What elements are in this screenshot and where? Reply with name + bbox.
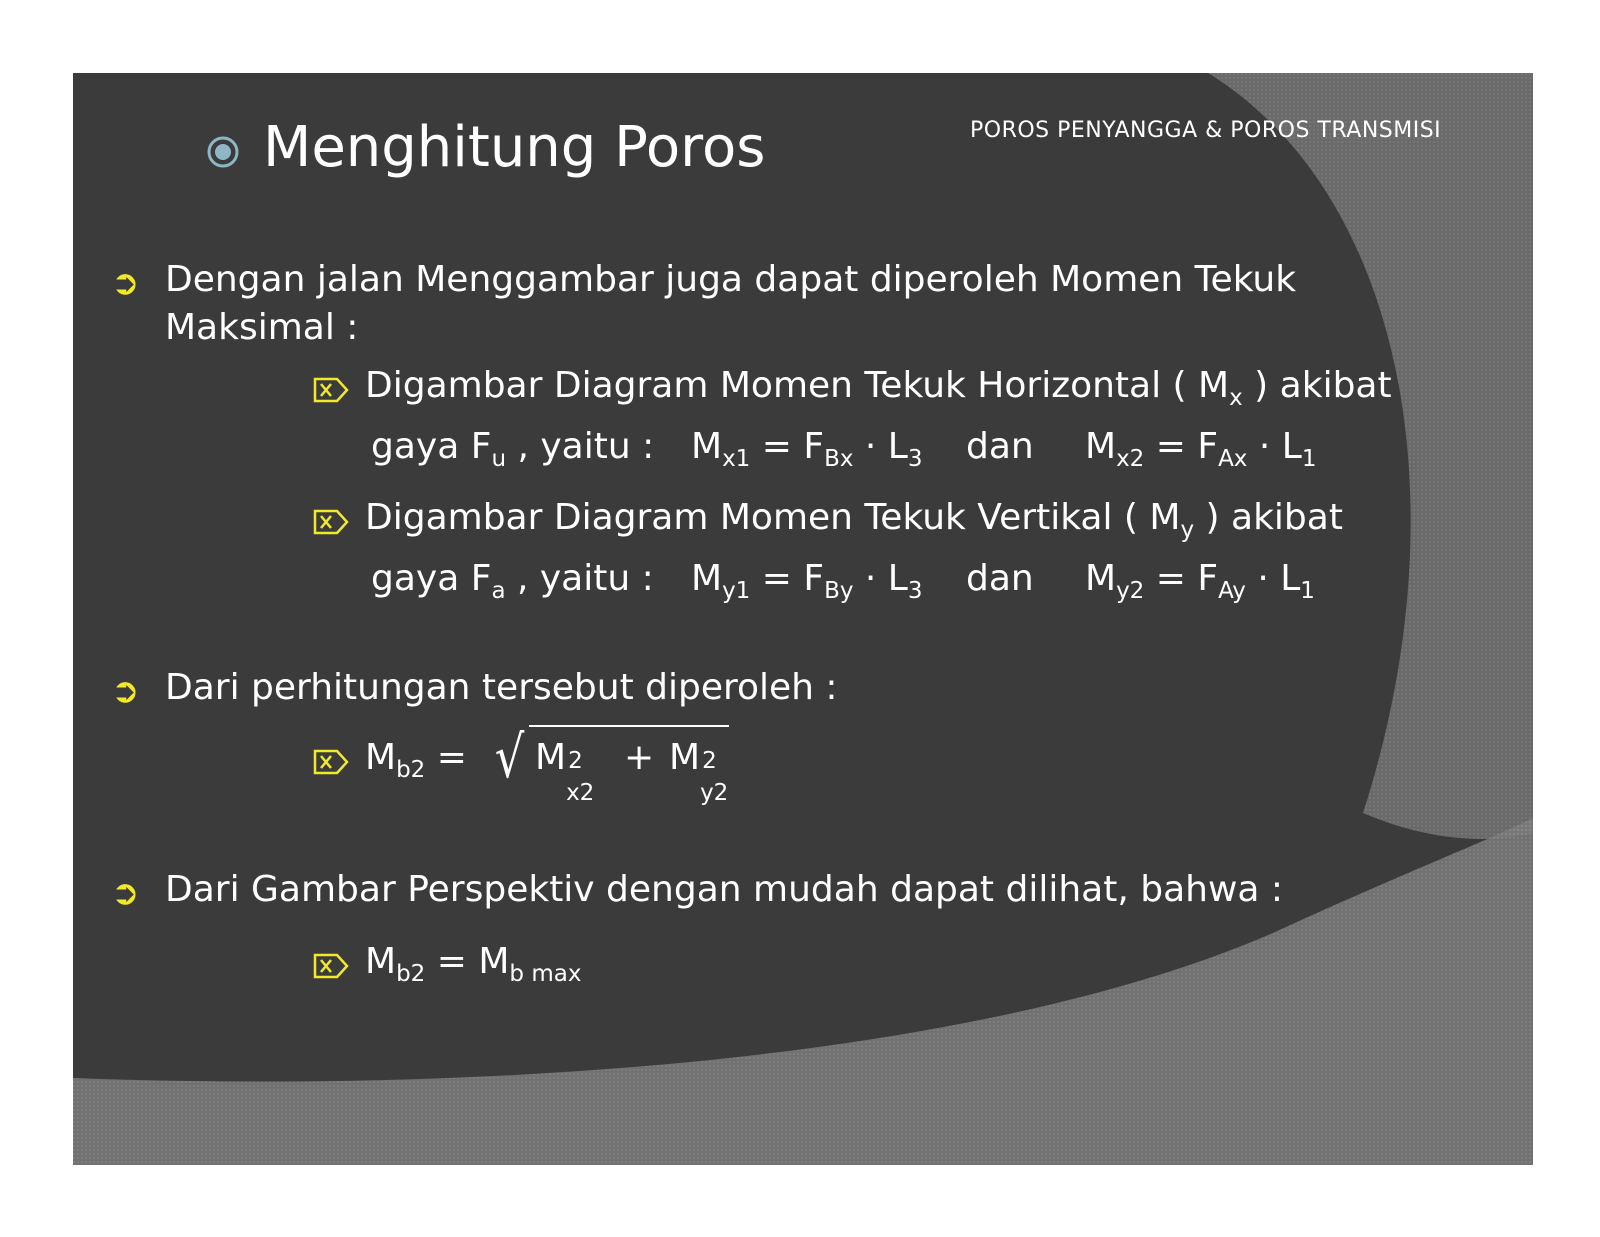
box-x-bullet-icon	[313, 749, 349, 779]
box-x-bullet-icon	[313, 953, 349, 983]
sub2-line1: Digambar Diagram Momen Tekuk Vertikal ( $M_y$ ) akibat	[365, 497, 1343, 544]
sqrt-icon: √	[494, 723, 525, 791]
point2-text: Dari perhitungan tersebut diperoleh :	[165, 667, 838, 708]
sub2-eq1: $M_{y1} = F_{By} \cdot L_3$	[691, 558, 923, 605]
sqrt-bar	[529, 725, 729, 727]
arrow-bullet-icon: ➲	[111, 873, 140, 913]
box-x-bullet-icon	[313, 509, 349, 539]
arrow-bullet-icon: ➲	[111, 671, 140, 711]
formula-mb2-max: $M_{b2} = M_{b max}$	[365, 941, 582, 988]
arrow-bullet-icon: ➲	[111, 263, 140, 303]
header-tag: POROS PENYANGGA & POROS TRANSMISI	[970, 118, 1442, 143]
formula-mb2-lhs: $M_{b2}$ =	[365, 737, 467, 784]
background-decoration	[73, 73, 1533, 1165]
sub1-dan: dan	[966, 426, 1034, 467]
sub1-gaya: gaya $F_u$ , yaitu :	[371, 426, 655, 473]
box-x-bullet-icon	[313, 377, 349, 407]
point3-text: Dari Gambar Perspektiv dengan mudah dapat dilihat, bahwa :	[165, 869, 1284, 910]
sub2-gaya: gaya $F_a$ , yaitu :	[371, 558, 654, 605]
sub2-dan: dan	[966, 558, 1034, 599]
point1-line2: Maksimal :	[165, 307, 359, 348]
sub2-eq2: $M_{y2} = F_{Ay} \cdot L_1$	[1085, 558, 1315, 605]
formula-plus: +	[624, 737, 655, 778]
title-bullet-icon	[206, 135, 240, 173]
page-title: Menghitung Poros	[263, 115, 766, 180]
formula-term-my2: M 2	[669, 737, 717, 778]
sub1-eq1: $M_{x1} = F_{Bx} \cdot L_3$	[691, 426, 923, 473]
formula-term-mx2: M 2	[535, 737, 583, 778]
sub1-eq2: $M_{x2} = F_{Ax} \cdot L_1$	[1085, 426, 1317, 473]
sub1-line1: Digambar Diagram Momen Tekuk Horizontal ( $M_x$ ) akibat	[365, 365, 1392, 412]
slide	[73, 73, 1533, 1165]
point1-line1: Dengan jalan Menggambar juga dapat diperoleh Momen Tekuk	[165, 259, 1297, 300]
